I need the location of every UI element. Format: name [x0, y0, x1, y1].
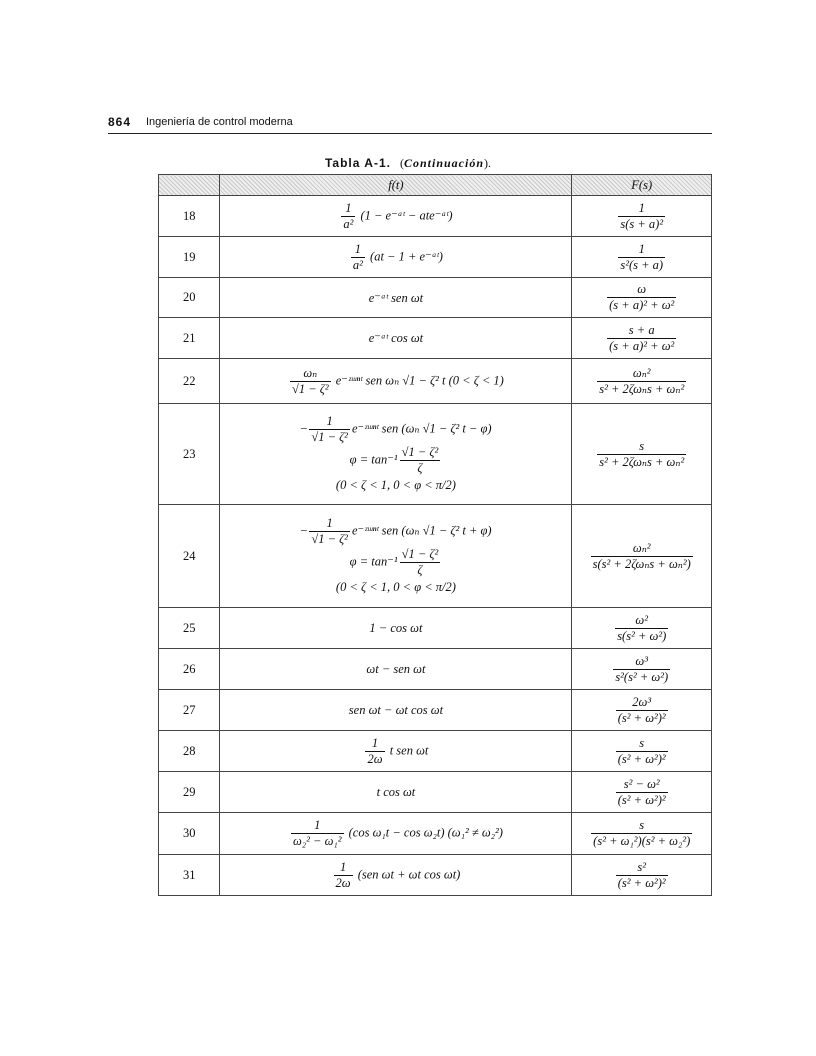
fs-cell [572, 359, 712, 404]
ft-cell [220, 237, 572, 278]
fs-cell [572, 690, 712, 731]
ft-expression: sen ωt − ωt cos ωt [348, 702, 444, 717]
ft-cell [220, 772, 572, 813]
ft-expression: (1 − e⁻ᵃᵗ − ate⁻ᵃᵗ) [360, 207, 453, 222]
table-row [159, 196, 712, 237]
fs-cell [572, 855, 712, 896]
ft-expression: t cos ωt [376, 784, 416, 799]
fs-fraction: $\frac{\text{ω²}}{\text{s(s² + ω²)}}$ [617, 612, 667, 643]
row-number: 28 [159, 731, 220, 772]
fs-cell [572, 278, 712, 318]
table-row [159, 608, 712, 649]
ft-condition: (0 < ζ < 1, 0 < φ < π/2) [335, 580, 456, 594]
row-number: 24 [159, 505, 220, 608]
fs-fraction: $\frac{\text{s²}}{\text{(s² + ω²)²}}$ [617, 859, 666, 890]
row-number: 25 [159, 608, 220, 649]
ft-fraction: $\frac{1}{2\omega}$ [335, 859, 351, 890]
ft-fraction: $\frac{1}{2\omega}$ [367, 735, 383, 766]
table-row [159, 237, 712, 278]
ft-cell [220, 278, 572, 318]
fs-fraction: $\frac{\omega}{\text{(s + a)² + ω²}}$ [609, 282, 675, 312]
fs-cell [572, 731, 712, 772]
table-row [159, 855, 712, 896]
page-number: 864 [108, 115, 132, 129]
ft-cell [220, 608, 572, 649]
table-row [159, 649, 712, 690]
ft-expression: 1 − cos ωt [369, 620, 423, 635]
row-number: 26 [159, 649, 220, 690]
ft-fraction: $\frac{1}{\text{√1 − ζ²}}$ [311, 516, 348, 546]
book-title: Ingeniería de control moderna [146, 116, 293, 128]
fs-cell [572, 237, 712, 278]
fs-cell [572, 608, 712, 649]
row-number: 23 [159, 404, 220, 505]
header-ft: f(t) [220, 175, 572, 196]
ft-fraction: $\frac{\text{ωₙ}}{\text{√1 − ζ²}}$ [292, 365, 329, 396]
caption-paren-open: ( [399, 156, 404, 170]
ft-phase-definition: φ = tan⁻¹ [349, 452, 398, 467]
fs-cell [572, 649, 712, 690]
ft-expression: e⁻ᶻᵚⁿᵗ sen ωₙ √1 − ζ² t (0 < ζ < 1) [335, 372, 504, 387]
row-number: 22 [159, 359, 220, 404]
ft-fraction: $\frac{1}{\text{a²}}$ [352, 241, 363, 272]
fs-cell [572, 404, 712, 505]
ft-expression: t sen ωt [389, 742, 429, 757]
fs-fraction: $\frac{\text{2ω³}}{\text{(s² + ω²)²}}$ [617, 694, 666, 725]
ft-fraction: $\frac{1}{\text{√1 − ζ²}}$ [311, 414, 348, 444]
fs-fraction: $\frac{\text{ω³}}{\text{s²(s² + ω²)}}$ [615, 653, 669, 684]
table-note: Continuación [403, 156, 485, 170]
ft-expression: e⁻ᵃᵗ sen ωt [368, 290, 424, 305]
fs-fraction: $\frac{1}{\text{s(s + a)²}}$ [620, 200, 664, 231]
ft-phase-definition: φ = tan⁻¹ [349, 554, 398, 569]
row-number: 18 [159, 196, 220, 237]
ft-expression: ωt − sen ωt [366, 661, 426, 676]
table-row [159, 359, 712, 404]
header-rule [108, 133, 712, 134]
table-row [159, 772, 712, 813]
table-row [159, 813, 712, 855]
fs-fraction: ωₙ² s² + 2ζωₙs + ωₙ² [599, 365, 685, 396]
ft-expression: e⁻ᶻᵚⁿᵗ sen (ωₙ √1 − ζ² t + φ) [351, 523, 492, 538]
ft-cell [220, 690, 572, 731]
fs-cell [572, 505, 712, 608]
ft-cell [220, 731, 572, 772]
page-header [108, 115, 712, 133]
table-row [159, 318, 712, 359]
row-number: 31 [159, 855, 220, 896]
row-number: 29 [159, 772, 220, 813]
header-fs: F(s) [572, 175, 712, 196]
ft-cell [220, 318, 572, 359]
ft-expression: (cos ω₁t − cos ω₂t) (ω₁² ≠ ω₂²) [348, 825, 503, 840]
row-number: 27 [159, 690, 220, 731]
ft-phase-fraction: $\frac{\text{√1 − ζ²}}{\zeta}$ [401, 445, 439, 475]
table-label: Tabla A-1. [324, 156, 391, 170]
fs-fraction: s s² + 2ζωₙs + ωₙ² [599, 438, 685, 469]
row-number: 19 [159, 237, 220, 278]
row-number: 30 [159, 813, 220, 855]
ft-cell [220, 196, 572, 237]
ft-fraction: $\frac{1}{\text{ω₂² − ω₁²}}$ [292, 818, 342, 848]
table-row [159, 404, 712, 505]
fs-fraction: $\frac{s}{\text{(s² + ω²)²}}$ [617, 735, 666, 766]
ft-cell: − $\frac{1}{\text{√1 − ζ²}}$ e⁻ᶻᵚⁿᵗ sen (ωₙ √1 − ζ² t + φ) φ = tan⁻¹ $\frac{\text{√1 − ζ²}}{\zeta}$ (0 < ζ < 1, 0 < φ < π/2) [220, 505, 572, 608]
ft-fraction: $\frac{1}{\text{a²}}$ [343, 200, 354, 231]
table-row [159, 731, 712, 772]
ft-expression: e⁻ᶻᵚⁿᵗ sen (ωₙ √1 − ζ² t − φ) [351, 421, 492, 436]
caption-paren-close: ). [484, 156, 492, 170]
table-row [159, 505, 712, 608]
table-row [159, 690, 712, 731]
fs-cell [572, 813, 712, 855]
table-caption [0, 156, 816, 171]
laplace-transform-table [158, 174, 712, 896]
ft-cell: − $\frac{1}{\text{√1 − ζ²}}$ e⁻ᶻᵚⁿᵗ sen (ωₙ √1 − ζ² t − φ) φ = tan⁻¹ $\frac{\text{√1 − ζ²}}{\zeta}$ (0 < ζ < 1, 0 < φ < π/2) [220, 404, 572, 505]
row-number: 20 [159, 278, 220, 318]
ft-expression: (sen ωt + ωt cos ωt) [357, 866, 461, 881]
table-header-row [159, 175, 712, 196]
row-number: 21 [159, 318, 220, 359]
fs-fraction: $\frac{s}{\text{(s² + ω₁²)(s² + ω₂²)}}$ [593, 818, 691, 848]
fs-fraction: ωₙ² s(s² + 2ζωₙs + ωₙ²) [592, 540, 691, 571]
ft-phase-fraction: $\frac{\text{√1 − ζ²}}{\zeta}$ [401, 547, 439, 577]
fs-cell [572, 318, 712, 359]
fs-fraction: $\frac{s + a}{\text{(s + a)² + ω²}}$ [609, 322, 675, 353]
header-number [159, 175, 220, 196]
ft-cell [220, 359, 572, 404]
ft-cell [220, 813, 572, 855]
fs-cell [572, 196, 712, 237]
fs-cell [572, 772, 712, 813]
ft-expression: e⁻ᵃᵗ cos ωt [368, 331, 424, 345]
ft-cell [220, 855, 572, 896]
fs-fraction: $\frac{1}{\text{s²(s + a)}}$ [620, 241, 664, 272]
ft-cell [220, 649, 572, 690]
fs-fraction: $\frac{\text{s² − ω²}}{\text{(s² + ω²)²}}$ [617, 776, 666, 807]
ft-expression: (at − 1 + e⁻ᵃᵗ) [370, 248, 443, 263]
ft-condition: (0 < ζ < 1, 0 < φ < π/2) [335, 478, 456, 492]
table-row [159, 278, 712, 318]
